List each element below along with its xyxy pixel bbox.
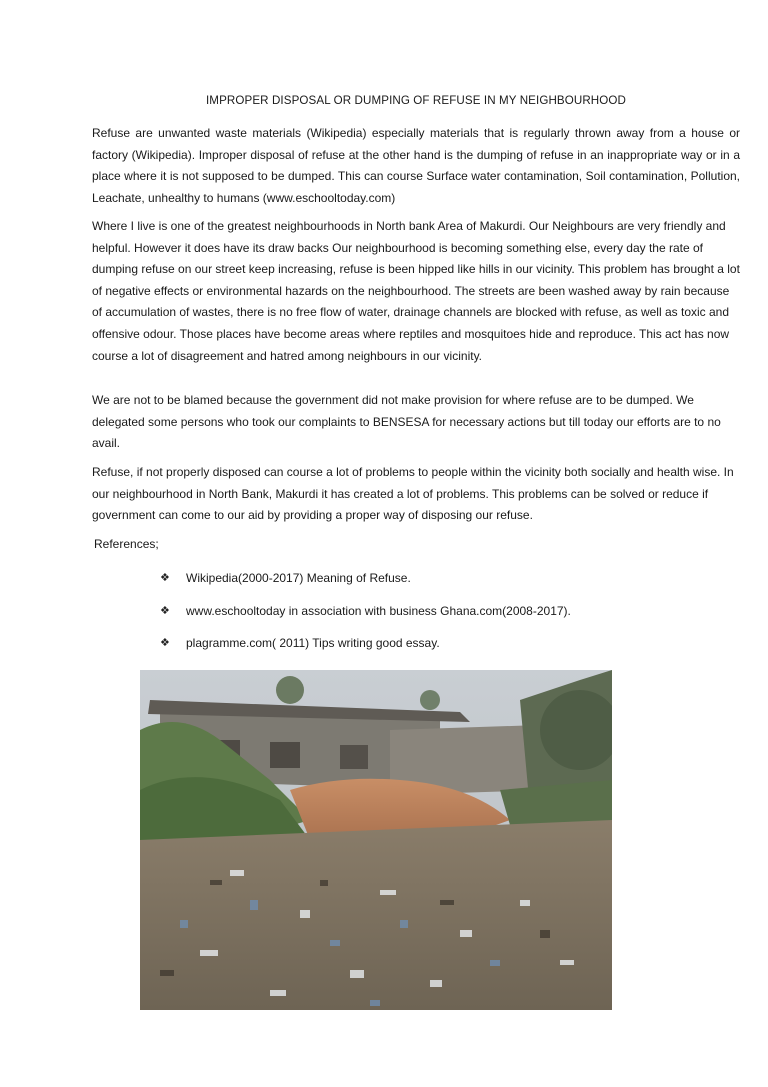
reference-text: Wikipedia(2000-2017) Meaning of Refuse. <box>186 571 411 585</box>
references-heading: References; <box>94 537 159 551</box>
diamond-bullet-icon: ❖ <box>160 637 170 649</box>
references-list <box>160 570 571 668</box>
diamond-bullet-icon: ❖ <box>160 604 170 617</box>
paragraph-definition: Refuse are unwanted waste materials (Wikipedia) especially materials that is regularly thrown away from a house or factory (Wikipedia). Improper disposal of refuse at the other hand is the dumping of refuse in an inappropriate way or in a place where it is not supposed to be dumped. This can course Surface water contamination, Soil contamination, Pollution, Leachate, unhealthy to humans (www.eschooltoday.com) <box>92 126 740 205</box>
reference-item <box>160 635 571 668</box>
paragraph-problems: Refuse, if not properly disposed can course a lot of problems to people within the vicinity both socially and health wise. In our neighbourhood in North Bank, Makurdi it has created a lot of problems. This problems can be solved or reduce if government can come to our aid by providing a proper way of disposing our refuse. <box>92 465 734 523</box>
reference-item <box>160 570 571 603</box>
refuse-dump-photo <box>140 670 612 1010</box>
diamond-bullet-icon: ❖ <box>160 572 170 584</box>
reference-text: www.eschooltoday in association with business Ghana.com(2008-2017). <box>186 603 571 618</box>
document-title: IMPROPER DISPOSAL OR DUMPING OF REFUSE IN MY NEIGHBOURHOOD <box>205 94 626 107</box>
paragraph-neighbourhood: Where I live is one of the greatest neighbourhoods in North bank Area of Makurdi. Our Neighbours are very friendly and helpful. However it does have its draw backs Our neighbourhood is becoming something else, every day the rate of dumping refuse on our street keep increasing, refuse is been hipped like hills in our vicinity. This problem has brought a lot of negative effects or environmental hazards on the neighbourhood. The streets are been washed away by rain because of accumulation of wastes, there is no free flow of water, drainage channels are blocked with refuse, as well as toxic and offensive odour. Those places have become areas where reptiles and mosquitoes hide and reproduce. This act has now course a lot of disagreement and hatred among neighbours in our vicinity. <box>92 219 740 363</box>
reference-item <box>160 603 571 636</box>
reference-text: plagramme.com( 2011) Tips writing good essay. <box>186 636 440 650</box>
paragraph-government: We are not to be blamed because the government did not make provision for where refuse are to be dumped. We delegated some persons who took our complaints to BENSESA for necessary actions but till today our efforts are to no avail. <box>92 393 721 451</box>
